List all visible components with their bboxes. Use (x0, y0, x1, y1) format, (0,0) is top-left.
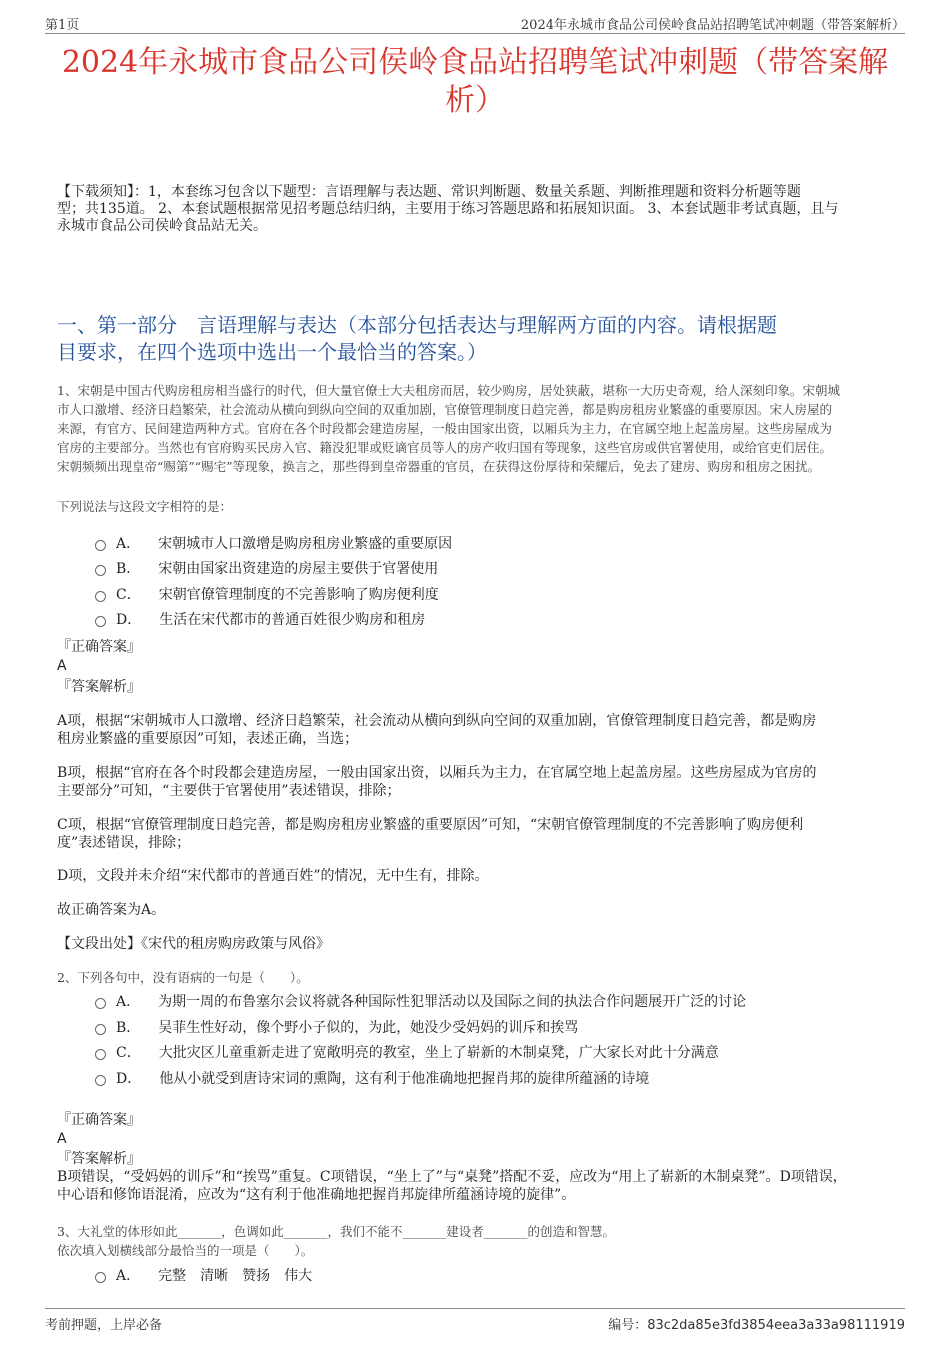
q3-option-a[interactable] (95, 1265, 312, 1285)
q1-analysis-a (57, 712, 902, 748)
radio-icon[interactable] (95, 565, 106, 576)
section-heading (57, 312, 907, 366)
q1-answer-label: 『正确答案』 (57, 639, 141, 655)
page-title-line2: 析） (445, 83, 505, 118)
passage-line: 来源，有官方、民间建造两种方式。官府在各个时段都会建造房屋，一般由国家出资，以厢兵为主力，在官属空地上起盖房屋。这些房屋成为 (57, 421, 833, 436)
q2-option-a[interactable] (95, 991, 746, 1011)
option-text: 完整 清晰 赞扬 伟大 (158, 1268, 313, 1284)
q1-option-d[interactable] (95, 609, 425, 629)
q1-prompt: 下列说法与这段文字相符的是： (57, 499, 233, 514)
footer-code (608, 1314, 905, 1333)
q1-option-a[interactable] (95, 533, 452, 553)
q2-analysis (57, 1168, 902, 1204)
analysis-line: 中心语和修饰语混淆，应改为“这有利于他准确地把握肖邦旋律所蕴涵诗境的旋律”。 (57, 1187, 576, 1203)
q2-analysis-label: 『答案解析』 (57, 1151, 141, 1167)
radio-icon[interactable] (95, 1272, 106, 1283)
option-letter: C． (116, 587, 141, 603)
passage-line: 市人口激增、经济日趋繁荣，社会流动从横向到纵向空间的双重加剧，官僚管理制度日趋完善，都是购房租房业繁盛的重要原因。宋人房屋的 (57, 402, 833, 417)
option-letter: A． (116, 536, 141, 552)
option-letter: B． (116, 1020, 141, 1036)
header-doc-title: 2024年永城市食品公司侯岭食品站招聘笔试冲刺题（带答案解析） (520, 18, 905, 33)
analysis-line: 主要部分”可知，“主要供于官署使用”表述错误，排除； (57, 783, 401, 799)
q2-option-c[interactable] (95, 1042, 719, 1062)
q1-analysis-d: D项，文段并未介绍“宋代都市的普通百姓”的情况，无中生有，排除。 (57, 868, 489, 884)
radio-icon[interactable] (95, 998, 106, 1009)
passage-line: 1、宋朝是中国古代购房租房相当盛行的时代，但大量官僚士大夫租房而居，较少购房，居处狭蔽，堪称一大历史奇观，给人深刻印象。宋朝城 (57, 383, 840, 398)
passage-line: 官房的主要部分。当然也有官府购买民房入官、籍没犯罪或贬谪官员等人的房产收归国有等现象，这些官房或供官署使用，或给官吏们居住。 (57, 440, 833, 455)
option-text: 宋朝由国家出资建造的房屋主要供于官署使用 (158, 561, 439, 577)
q1-source: 【文段出处】《宋代的租房购房政策与风俗》 (57, 936, 330, 952)
option-letter: D． (116, 1071, 142, 1087)
section-heading-line2: 目要求，在四个选项中选出一个最恰当的答案。） (57, 340, 487, 364)
radio-icon[interactable] (95, 540, 106, 551)
analysis-line: A项，根据“宋朝城市人口激增、经济日趋繁荣，社会流动从横向到纵向空间的双重加剧，官僚管理制度日趋完善，都是购房 (57, 713, 817, 729)
header-divider (45, 33, 905, 34)
q2-option-b[interactable] (95, 1017, 578, 1037)
notice-line: 【下载须知】：1，本套练习包含以下题型：言语理解与表达题、常识判断题、数量关系题、判断推理题和资料分析题等题 (57, 184, 801, 200)
q1-analysis-c (57, 816, 902, 852)
download-notice (57, 184, 902, 235)
analysis-line: B项，根据“官府在各个时段都会建造房屋，一般由国家出资，以厢兵为主力，在官属空地上起盖房屋。这些房屋成为官房的 (57, 765, 817, 781)
page-title (30, 44, 920, 120)
option-text: 为期一周的布鲁塞尔会议将就各种国际性犯罪活动以及国际之间的执法合作问题展开广泛的讨论 (158, 994, 747, 1010)
analysis-line: 租房业繁盛的重要原因”可知，表述正确，当选； (57, 731, 359, 747)
footer-slogan: 考前押题，上岸必备 (45, 1318, 163, 1333)
analysis-line: C项，根据“官僚管理制度日趋完善，都是购房租房业繁盛的重要原因”可知，“宋朝官僚管理制度的不完善影响了购房便利 (57, 817, 804, 833)
q1-option-c[interactable] (95, 584, 439, 604)
passage-line: 宋朝频频出现皇帝“赐第”“赐宅”等现象，换言之，那些得到皇帝器重的官员，在获得这份厚待和荣耀后，免去了建房、购房和租房之困扰。 (57, 459, 821, 474)
option-letter: A． (116, 1268, 141, 1284)
option-text: 宋朝城市人口激增是购房租房业繁盛的重要原因 (158, 536, 453, 552)
notice-line: 型；共135道。 2、本套试题根据常见招考题总结归纳，主要用于练习答题思路和拓展知识面。 3、本套试题非考试真题，且与 (57, 201, 839, 217)
q1-analysis-b (57, 764, 902, 800)
option-text: 吴菲生性好动，像个野小子似的，为此，她没少受妈妈的训斥和挨骂 (158, 1020, 579, 1036)
option-text: 宋朝官僚管理制度的不完善影响了购房便利度 (158, 587, 439, 603)
radio-icon[interactable] (95, 1049, 106, 1060)
q1-passage (57, 381, 902, 476)
radio-icon[interactable] (95, 1024, 106, 1035)
q3-stem: 3、大礼堂的体形如此_______，色调如此_______，我们不能不_______建设者_______的创造和智慧。 (57, 1224, 615, 1239)
analysis-line: B项错误，“受妈妈的训斥”和“挨骂”重复。C项错误，“坐上了”与“桌凳”搭配不妥，应改为“用上了崭新的木制桌凳”。D项错误， (57, 1169, 847, 1185)
footer-code-value: 83c2da85e3fd3854eea3a33a98111919 (647, 1318, 905, 1333)
option-letter: D． (116, 612, 142, 628)
footer-code-label: 编号： (608, 1318, 648, 1333)
analysis-line: 度”表述错误，排除； (57, 835, 191, 851)
q2-answer: A (57, 1131, 67, 1147)
footer-divider (45, 1308, 905, 1309)
page-title-line1: 2024年永城市食品公司侯岭食品站招聘笔试冲刺题（带答案解 (61, 45, 889, 80)
option-text: 生活在宋代都市的普通百姓很少购房和租房 (159, 612, 426, 628)
q2-stem: 2、下列各句中，没有语病的一句是（ ）。 (57, 970, 309, 985)
q1-conclusion: 故正确答案为A。 (57, 902, 166, 918)
radio-icon[interactable] (95, 616, 106, 627)
option-letter: C． (116, 1045, 141, 1061)
q1-analysis-label: 『答案解析』 (57, 679, 141, 695)
option-letter: A． (116, 994, 141, 1010)
q1-answer: A (57, 658, 67, 674)
q1-option-b[interactable] (95, 558, 438, 578)
q2-answer-label: 『正确答案』 (57, 1112, 141, 1128)
q3-prompt: 依次填入划横线部分最恰当的一项是（ ）。 (57, 1243, 314, 1258)
radio-icon[interactable] (95, 1075, 106, 1086)
section-heading-line1: 一、第一部分 言语理解与表达（本部分包括表达与理解两方面的内容。请根据题 (57, 313, 777, 337)
radio-icon[interactable] (95, 591, 106, 602)
option-letter: B． (116, 561, 141, 577)
option-text: 他从小就受到唐诗宋词的熏陶，这有利于他准确地把握肖邦的旋律所蕴涵的诗境 (159, 1071, 650, 1087)
q2-option-d[interactable] (95, 1068, 649, 1088)
page-number: 第1页 (45, 18, 80, 33)
option-text: 大批灾区儿童重新走进了宽敞明亮的教室，坐上了崭新的木制桌凳，广大家长对此十分满意 (158, 1045, 719, 1061)
notice-line: 永城市食品公司侯岭食品站无关。 (57, 218, 267, 234)
